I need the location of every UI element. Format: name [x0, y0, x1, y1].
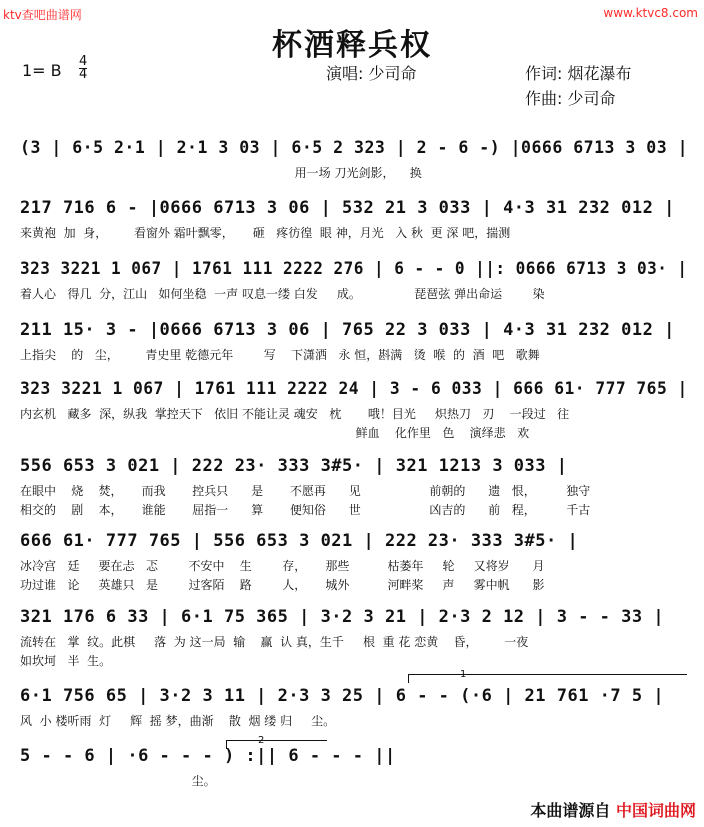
lyric-row: 尘。	[20, 774, 216, 788]
composer-credit: 作曲: 少司命	[525, 89, 616, 108]
lyric-row: 风 小 楼听雨 灯 辉 摇 梦，曲渐 散 烟 缕 归 尘。	[20, 714, 336, 728]
lyric-row-2: 如坎坷 半 生。	[20, 654, 112, 668]
key-signature: 1= B	[22, 61, 62, 80]
lyricist-credit: 作词: 烟花瀑布	[525, 64, 632, 83]
volta-number-2: 2	[258, 735, 265, 746]
lyric-row-2: 鲜血 化作里 色 演绎悲 欢	[20, 426, 530, 440]
lyric-row-2: 功过谁 论 英雄只 是 过客陌 路 人， 城外 河畔桨 声 雾中帆 影	[20, 578, 545, 592]
watermark-left: ktv查吧曲谱网	[3, 8, 82, 22]
notation-row: 666 61· 777 765 | 556 653 3 021 | 222 23· 333 3#5· |	[20, 531, 579, 551]
lyric-row: 流转在 掌 纹。此棋 落 为 这一局 输 赢 认 真，生千 根 重 花 恋黄 昏， 一夜	[20, 635, 529, 649]
footer-text: 本曲谱源自	[530, 801, 611, 820]
song-title: 杯酒释兵权	[272, 28, 432, 63]
lyric-row: 上指尖 的 尘， 青史里 乾德元年 写 下潇洒 永 恒，斟满 烫 喉 的 酒 吧 歌舞	[20, 348, 540, 362]
meter-bottom: 4	[79, 67, 88, 82]
time-signature	[79, 56, 87, 81]
notation-row: 5 - - 6 | ·6 - - - ) :|| 6 - - - ||	[20, 746, 396, 766]
source-footer	[530, 798, 696, 821]
lyric-row: 冰冷宫 廷 要在忐 忑 不安中 生 存， 那些 枯萎年 轮 又将岁 月	[20, 559, 545, 573]
notation-row: (3 | 6·5 2·1 | 2·1 3 03 | 6·5 2 323 | 2 - 6 -) |0666 6713 3 03 |	[20, 138, 689, 158]
lyric-row: 在眼中 烧 焚， 而我 控兵只 是 不愿再 见 前朝的 遗 恨， 独守	[20, 484, 591, 498]
notation-row: 323 3221 1 067 | 1761 111 2222 276 | 6 - - 0 ||: 0666 6713 3 03· |	[20, 259, 688, 279]
lyric-row: 来黄袍 加 身， 看窗外 霜叶飘零， 砸 疼彷徨 眼 神，月光 入 秋 更 深 吧，揣测	[20, 226, 511, 240]
volta-bracket-1	[408, 674, 687, 683]
notation-row: 211 15· 3 - |0666 6713 3 06 | 765 22 3 033 | 4·3 31 232 012 |	[20, 320, 675, 340]
singer-credit: 演唱: 少司命	[326, 64, 417, 83]
footer-site-name: 中国词曲网	[615, 801, 696, 820]
lyric-row: 着人心 得几 分，江山 如何坐稳 一声 叹息一缕 白发 成。 琵琶弦 弹出命运 染	[20, 287, 545, 301]
notation-row: 556 653 3 021 | 222 23· 333 3#5· | 321 1213 3 033 |	[20, 456, 568, 476]
notation-row: 323 3221 1 067 | 1761 111 2222 24 | 3 - 6 033 | 666 61· 777 765 |	[20, 379, 688, 399]
watermark-right: www.ktvc8.com	[603, 6, 698, 20]
lyric-row: 内玄机 藏多 深，纵我 掌控天下 依旧 不能让灵 魂安 枕 哦！目光 炽热刀 刃 一段过 往	[20, 407, 570, 421]
notation-row: 217 716 6 - |0666 6713 3 06 | 532 21 3 033 | 4·3 31 232 012 |	[20, 198, 675, 218]
volta-number-1: 1	[460, 669, 467, 680]
lyric-row: 用一场 刀光剑影， 换	[20, 166, 422, 180]
lyric-row-2: 相交的 剧 本， 谁能 屈指一 算 便知俗 世 凶吉的 前 程， 千古	[20, 503, 591, 517]
notation-row: 321 176 6 33 | 6·1 75 365 | 3·2 3 21 | 2·3 2 12 | 3 - - 33 |	[20, 607, 665, 627]
meter-top: 4	[79, 54, 88, 69]
notation-row: 6·1 756 65 | 3·2 3 11 | 2·3 3 25 | 6 - - (·6 | 21 761 ·7 5 |	[20, 686, 665, 706]
